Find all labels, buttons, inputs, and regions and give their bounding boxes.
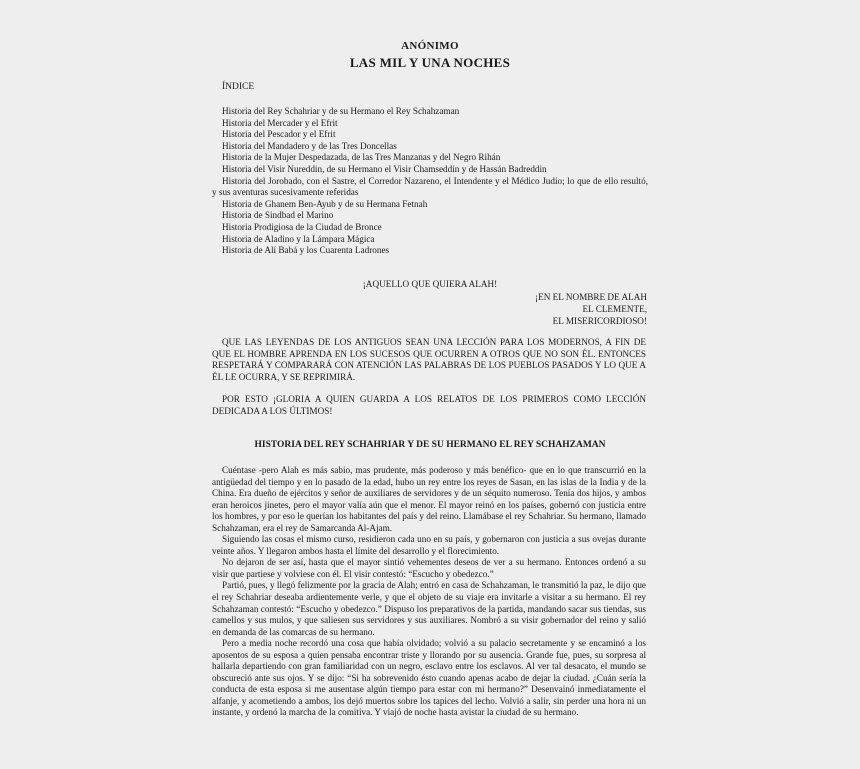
story-paragraph: No dejaron de ser así, hasta que el mayor sintió vehementes deseos de ver a su hermano. Entonces ordenó a su visir que partiese y volviese con él. El visir contestó: “Escucho y obedezco.” bbox=[212, 557, 646, 579]
toc-item: Historia del Pescador y el Efrit bbox=[222, 129, 336, 140]
story-paragraph: Siguiendo las cosas el mismo curso, residieron cada uno en su país, y gobernaron con justicia a sus ovejas durante veinte años. Y llegaron ambos hasta el límite del desarrollo y el florecimiento. bbox=[212, 534, 646, 556]
invocation-right-line: EL CLEMENTE, bbox=[582, 304, 647, 314]
story-heading: HISTORIA DEL REY SCHAHRIAR Y DE SU HERMANO EL REY SCHAHZAMAN bbox=[254, 440, 606, 450]
toc-item: Historia de Ghanem Ben-Ayub y de su Hermana Fetnah bbox=[222, 198, 428, 209]
toc-item: Historia del Mandadero y de las Tres Doncellas bbox=[222, 140, 397, 151]
author-line: ANÓNIMO bbox=[401, 40, 459, 52]
toc-item: Historia de Sindbad el Marino bbox=[222, 210, 334, 221]
invocation-right-line: EL MISERICORDIOSO! bbox=[552, 316, 647, 326]
toc-item: Historia del Jorobado, con el Sastre, el Corredor Nazareno, el Intendente y el Médico Judío; lo que de ello resultó, y sus aventuras sucesivamente referidas bbox=[212, 175, 648, 198]
toc-item: Historia Prodigiosa de la Ciudad de Bronce bbox=[222, 221, 382, 232]
index-heading: ÍNDICE bbox=[222, 82, 255, 92]
toc-item: Historia del Mercader y el Efrit bbox=[222, 117, 338, 128]
toc-item: Historia del Visir Nureddin, de su Hermano el Visir Chamseddin y de Hassán Badreddin bbox=[222, 163, 547, 174]
table-of-contents bbox=[212, 106, 648, 257]
book-title: LAS MIL Y UNA NOCHES bbox=[349, 55, 511, 70]
toc-item: Historia de Aladino y la Lámpara Mágica bbox=[222, 233, 375, 244]
toc-item: Historia de la Mujer Despedazada, de las Tres Manzanas y del Negro Rihán bbox=[222, 152, 501, 163]
story-paragraph: Cuéntase -pero Alah es más sabio, mas prudente, más poderoso y más benéfico- que en lo que transcurrió en la antigüedad del tiempo y en lo pasado de la edad, hubo un rey entre los reyes de Sasan, en las islas de la India y de la China. Era dueño de ejércitos y señor de auxiliares de servidores y de un séquito numeroso. Tenía dos hijos, y ambos eran heroicos jinetes, pero el mayor valía aún que el menor. El mayor reinó en los países, gobernó con justicia entre los hombres, y por eso le querían los habitantes del país y del reino. Llamábase el rey Schahriar. Su hermano, llamado Schahzaman, era el rey de Samarcanda Al-Ajam. bbox=[212, 465, 646, 533]
story-paragraph: Partió, pues, y llegó felizmente por la gracia de Alah; entró en casa de Schahzaman, le transmitió la paz, le dijo que el rey Schahriar deseaba ardientemente verle, y que el objeto de su viaje era invitarle a visitar a su hermano. El rey Schahzaman contestó: “Escucho y obedezco.” Dispuso los preparativos de la partida, mandando sacar sus tiendas, sus camellos y sus mulos, y que saliesen sus servidores y sus auxiliares. Nombró a su visir gobernador del reino y salió en demanda de las comarcas de su hermano. bbox=[212, 580, 646, 637]
story-paragraph: Pero a media noche recordó una cosa que había olvidado; volvió a su palacio secretamente y se encaminó a los aposentos de su esposa a quien pensaba encontrar triste y llorando por su ausencia. Grande fue, pues, su sorpresa al hallarla departiendo con gran familiaridad con un negro, esclavo entre los esclavos. Al ver tal desacato, el mundo se obscureció ante sus ojos. Y se dijo: “Si ha sobrevenido ésto cuando apenas acabo de dejar la ciudad. ¿Cuán sería la conducta de esta esposa si me ausentase algún tiempo para estar con mi hermano?” Desenvainó inmediatamente el alfanje, y acometiendo a ambos, los dejó muertos sobre los tapices del lecho. Volvió a salir, sin perder una hora ni un instante, y ordenó la marcha de la comitiva. Y viajó de noche hasta avistar la ciudad de su hermano. bbox=[212, 638, 646, 718]
invocation-right bbox=[535, 291, 647, 327]
preface-paragraph: POR ESTO ¡GLORIA A QUIEN GUARDA A LOS RELATOS DE LOS PRIMEROS COMO LECCIÓN DEDICADA A LOS ÚLTIMOS! bbox=[212, 394, 646, 416]
invocation-right-line: ¡EN EL NOMBRE DE ALAH bbox=[535, 292, 647, 302]
invocation-center: ¡AQUELLO QUE QUIERA ALAH! bbox=[362, 279, 498, 289]
preface-paragraph: QUE LAS LEYENDAS DE LOS ANTIGUOS SEAN UNA LECCIÓN PARA LOS MODERNOS, A FIN DE QUE EL HOMBRE APRENDA EN LOS SUCESOS QUE OCURREN A OTROS QUE NO SON ÉL. ENTONCES RESPETARÁ Y COMPARARÁ CON ATENCIÓN LAS PALABRAS DE LOS PUEBLOS PASADOS Y LO QUE A ÉL LE OCURRA, Y SE REPRIMIRÁ. bbox=[212, 337, 646, 383]
story-body bbox=[212, 465, 646, 719]
toc-item: Historia de Alí Babá y los Cuarenta Ladrones bbox=[222, 245, 390, 256]
toc-item: Historia del Rey Schahriar y de su Hermano el Rey Schahzaman bbox=[222, 106, 460, 116]
